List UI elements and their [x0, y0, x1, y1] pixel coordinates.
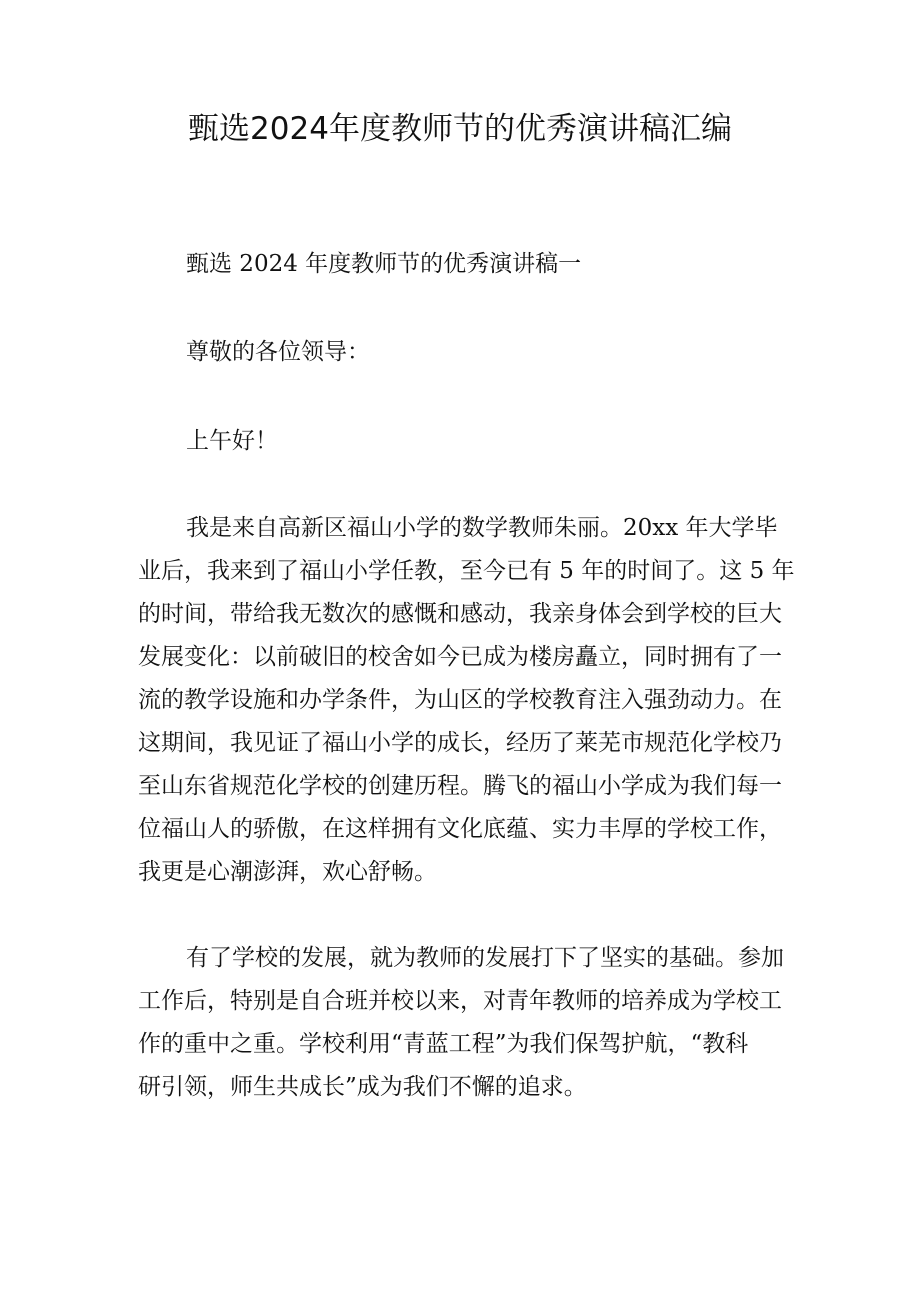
paragraph-line: 这期间，我见证了福山小学的成长，经历了莱芜市规范化学校乃 [138, 730, 782, 756]
paragraph-line: 我更是心潮澎湃，欢心舒畅。 [138, 859, 437, 885]
section-heading: 甄选 2024 年度教师节的优秀演讲稿一 [186, 251, 582, 277]
paragraph-line: 工作后，特别是自合班并校以来，对青年教师的培养成为学校工 [138, 988, 782, 1014]
paragraph-line: 流的教学设施和办学条件，为山区的学校教育注入强劲动力。在 [138, 687, 782, 713]
paragraph-line: 至山东省规范化学校的创建历程。腾飞的福山小学成为我们每一 [138, 773, 782, 799]
paragraph-line: 业后，我来到了福山小学任教，至今已有 5 年的时间了。这 5 年 [138, 558, 795, 584]
paragraph-line: 位福山人的骄傲，在这样拥有文化底蕴、实力丰厚的学校工作， [138, 816, 782, 842]
paragraph-line: 研引领，师生共成长”成为我们不懈的追求。 [138, 1074, 587, 1100]
paragraph-line: 的时间，带给我无数次的感慨和感动，我亲身体会到学校的巨大 [138, 601, 782, 627]
greeting: 上午好！ [186, 428, 278, 454]
paragraph-line: 发展变化：以前破旧的校舍如今已成为楼房矗立，同时拥有了一 [138, 644, 782, 670]
paragraph-line: 我是来自高新区福山小学的数学教师朱丽。20xx 年大学毕 [186, 515, 778, 541]
document-title: 甄选2024年度教师节的优秀演讲稿汇编 [188, 111, 732, 147]
salutation: 尊敬的各位领导： [186, 339, 370, 365]
paragraph-line: 作的重中之重。学校利用“青蓝工程”为我们保驾护航，“教科 [138, 1031, 749, 1057]
paragraph-line: 有了学校的发展，就为教师的发展打下了坚实的基础。参加 [186, 945, 784, 971]
